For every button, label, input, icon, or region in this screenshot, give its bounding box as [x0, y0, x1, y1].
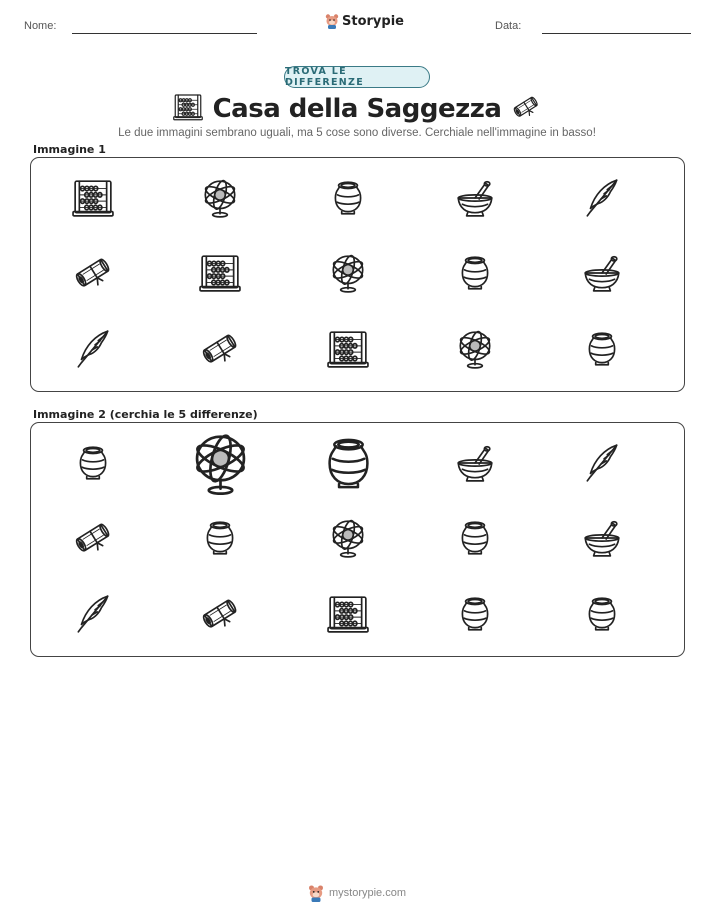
armillary-sphere-icon [327, 252, 369, 294]
instructions: Le due immagini sembrano uguali, ma 5 cose sono diverse. Cerchiale nell'immagine in basso! [118, 127, 596, 139]
grid-item-mortar-pestle[interactable] [581, 252, 623, 294]
grid-item-pot[interactable] [454, 252, 496, 294]
grid-item-quill[interactable] [72, 328, 114, 370]
armillary-sphere-icon [187, 430, 254, 497]
quill-icon [581, 177, 623, 219]
pot-icon [581, 328, 623, 370]
page-title: Casa della Saggezza [212, 94, 502, 124]
image1-panel[interactable] [30, 157, 685, 392]
pot-icon [454, 593, 496, 635]
grid-item-pot[interactable] [327, 177, 369, 219]
grid-item-armillary-sphere[interactable] [199, 177, 241, 219]
pot-icon [317, 432, 380, 495]
grid-item-quill[interactable] [581, 177, 623, 219]
pot-icon [454, 252, 496, 294]
grid-item-scroll[interactable] [72, 252, 114, 294]
scroll-icon [511, 92, 541, 126]
grid-item-armillary-sphere[interactable] [187, 430, 254, 497]
grid-item-armillary-sphere[interactable] [327, 252, 369, 294]
grid-item-mortar-pestle[interactable] [581, 517, 623, 559]
image2-label: Immagine 2 (cerchia le 5 differenze) [33, 408, 258, 421]
grid-item-pot[interactable] [72, 442, 114, 484]
abacus-icon [327, 593, 369, 635]
mortar-pestle-icon [581, 252, 623, 294]
pot-icon [199, 517, 241, 559]
mortar-pestle-icon [581, 517, 623, 559]
grid-item-abacus[interactable] [327, 593, 369, 635]
grid-item-quill[interactable] [581, 442, 623, 484]
abacus-icon [327, 328, 369, 370]
grid-item-abacus[interactable] [72, 177, 114, 219]
mortar-pestle-icon [454, 442, 496, 484]
grid-item-armillary-sphere[interactable] [327, 517, 369, 559]
grid-item-mortar-pestle[interactable] [454, 177, 496, 219]
name-line[interactable] [72, 33, 257, 34]
name-label: Nome: [24, 20, 57, 32]
abacus-icon [173, 92, 203, 122]
grid-item-scroll[interactable] [72, 517, 114, 559]
mascot-icon [308, 884, 324, 902]
armillary-sphere-icon [199, 177, 241, 219]
image2-panel[interactable] [30, 422, 685, 657]
pot-icon [454, 517, 496, 559]
grid-item-pot[interactable] [317, 432, 380, 495]
brand-logo [325, 13, 404, 29]
date-label: Data: [495, 20, 522, 32]
grid-item-armillary-sphere[interactable] [454, 328, 496, 370]
footer [0, 884, 714, 902]
grid-item-pot[interactable] [454, 593, 496, 635]
abacus-icon [72, 177, 114, 219]
abacus-icon [173, 92, 203, 126]
brand-name: Storypie [342, 13, 404, 29]
grid-item-abacus[interactable] [327, 328, 369, 370]
grid-item-pot[interactable] [454, 517, 496, 559]
image1-label: Immagine 1 [33, 143, 106, 156]
scroll-icon [511, 92, 541, 122]
grid-item-pot[interactable] [199, 517, 241, 559]
mascot-icon [325, 13, 339, 29]
grid-item-quill[interactable] [72, 593, 114, 635]
scroll-icon [199, 328, 241, 370]
quill-icon [72, 593, 114, 635]
abacus-icon [199, 252, 241, 294]
footer-site[interactable]: mystorypie.com [328, 887, 407, 899]
scroll-icon [72, 517, 114, 559]
grid-item-pot[interactable] [581, 593, 623, 635]
activity-badge: TROVA LE DIFFERENZE [284, 66, 430, 88]
armillary-sphere-icon [327, 517, 369, 559]
scroll-icon [72, 252, 114, 294]
grid-item-scroll[interactable] [199, 593, 241, 635]
title-row [0, 90, 714, 128]
pot-icon [327, 177, 369, 219]
mortar-pestle-icon [454, 177, 496, 219]
grid-item-mortar-pestle[interactable] [454, 442, 496, 484]
pot-icon [72, 442, 114, 484]
quill-icon [581, 442, 623, 484]
armillary-sphere-icon [454, 328, 496, 370]
grid-item-pot[interactable] [581, 328, 623, 370]
date-line[interactable] [542, 33, 691, 34]
grid-item-abacus[interactable] [199, 252, 241, 294]
scroll-icon [199, 593, 241, 635]
quill-icon [72, 328, 114, 370]
grid-item-scroll[interactable] [199, 328, 241, 370]
pot-icon [581, 593, 623, 635]
